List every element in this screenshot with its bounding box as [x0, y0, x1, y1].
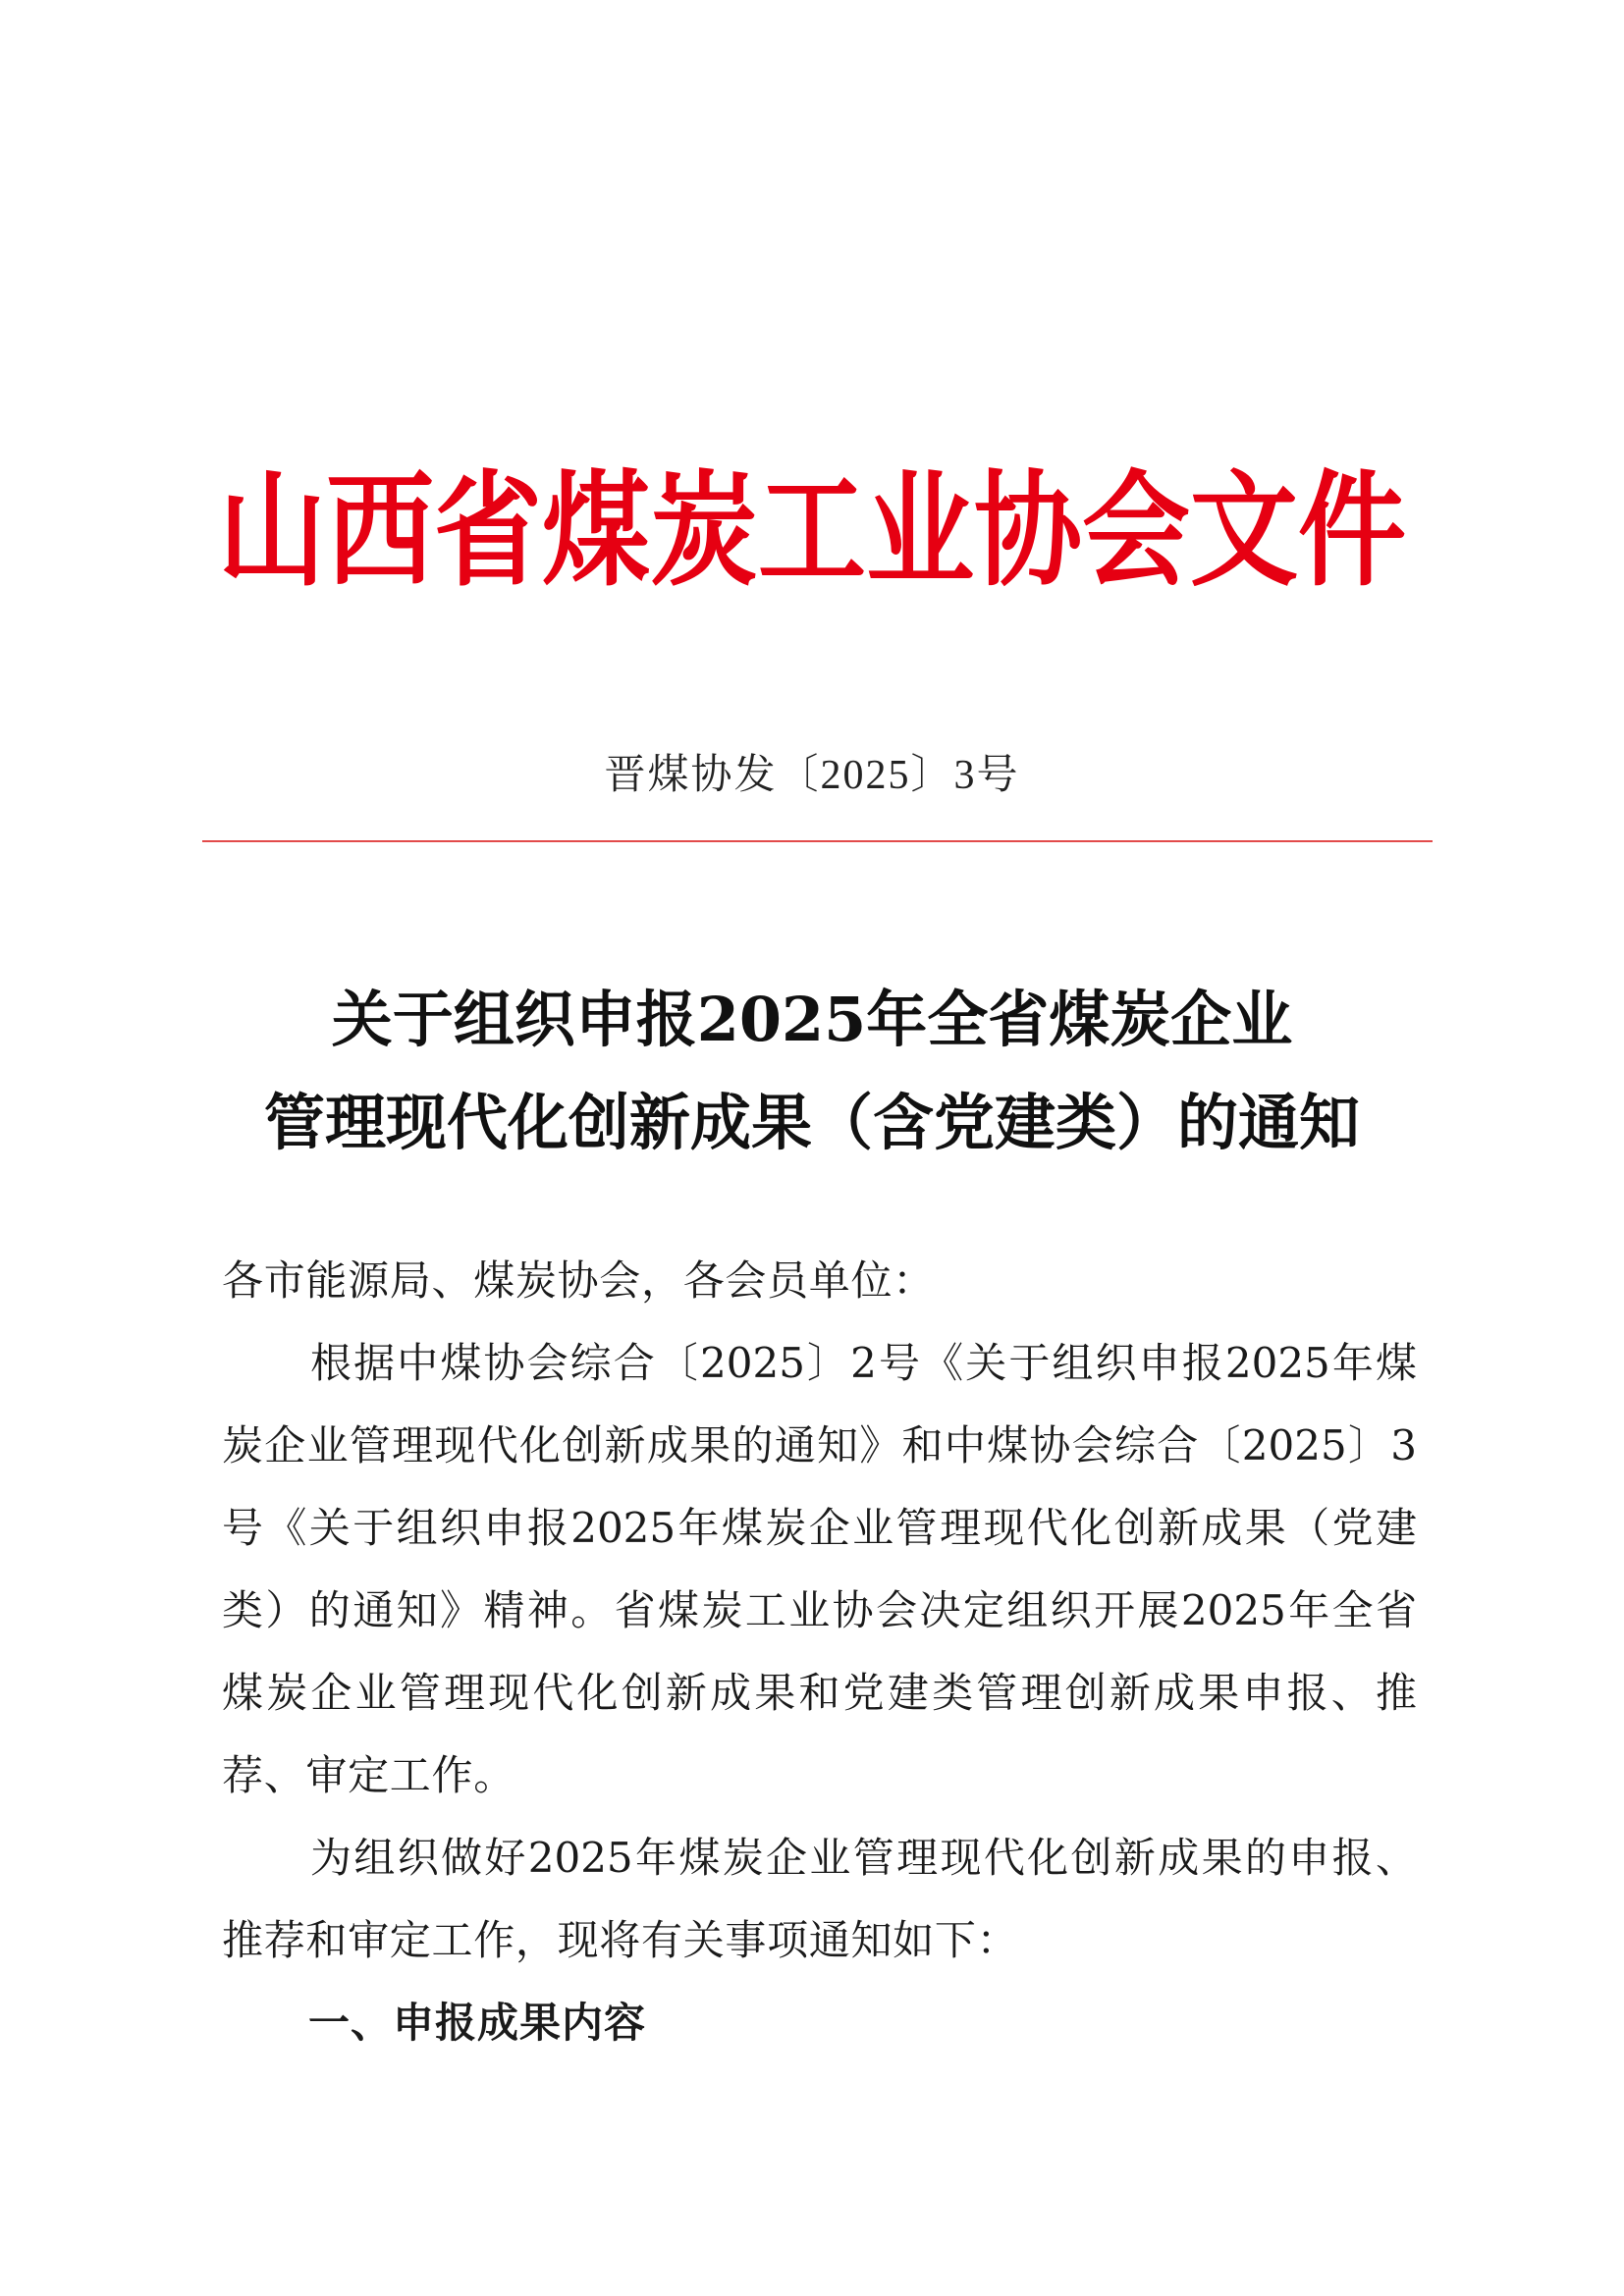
paragraph-line: 荐、审定工作。 — [222, 1751, 515, 1799]
document-body — [222, 1240, 1417, 2064]
paragraph-line: 根据中煤协会综合〔2025〕2号《关于组织申报2025年煤 — [310, 1339, 1417, 1387]
document-number: 晋煤协发〔2025〕3号 — [604, 753, 1020, 798]
paragraph-1 — [222, 1322, 1417, 1817]
document-title — [0, 968, 1624, 1174]
paragraph-line: 号《关于组织申报2025年煤炭企业管理现代化创新成果（党建 — [222, 1504, 1417, 1552]
salutation: 各市能源局、煤炭协会，各会员单位： — [222, 1256, 935, 1305]
paragraph-line: 炭企业管理现代化创新成果的通知》和中煤协会综合〔2025〕3 — [222, 1421, 1417, 1469]
title-line-2: 管理现代化创新成果（含党建类）的通知 — [263, 1087, 1360, 1158]
paragraph-line: 煤炭企业管理现代化创新成果和党建类管理创新成果申报、推 — [222, 1669, 1417, 1717]
section-heading: 一、申报成果内容 — [308, 1999, 647, 2047]
paragraph-line: 推荐和审定工作，现将有关事项通知如下： — [222, 1916, 1019, 1964]
paragraph-line: 类）的通知》精神。省煤炭工业协会决定组织开展2025年全省 — [222, 1586, 1417, 1634]
paragraph-line: 为组织做好2025年煤炭企业管理现代化创新成果的申报、 — [310, 1834, 1417, 1882]
title-line-1: 关于组织申报2025年全省煤炭企业 — [331, 984, 1293, 1055]
issuing-authority-header: 山西省煤炭工业协会文件 — [218, 457, 1406, 604]
paragraph-2 — [222, 1817, 1417, 1982]
red-divider-line — [202, 840, 1433, 842]
